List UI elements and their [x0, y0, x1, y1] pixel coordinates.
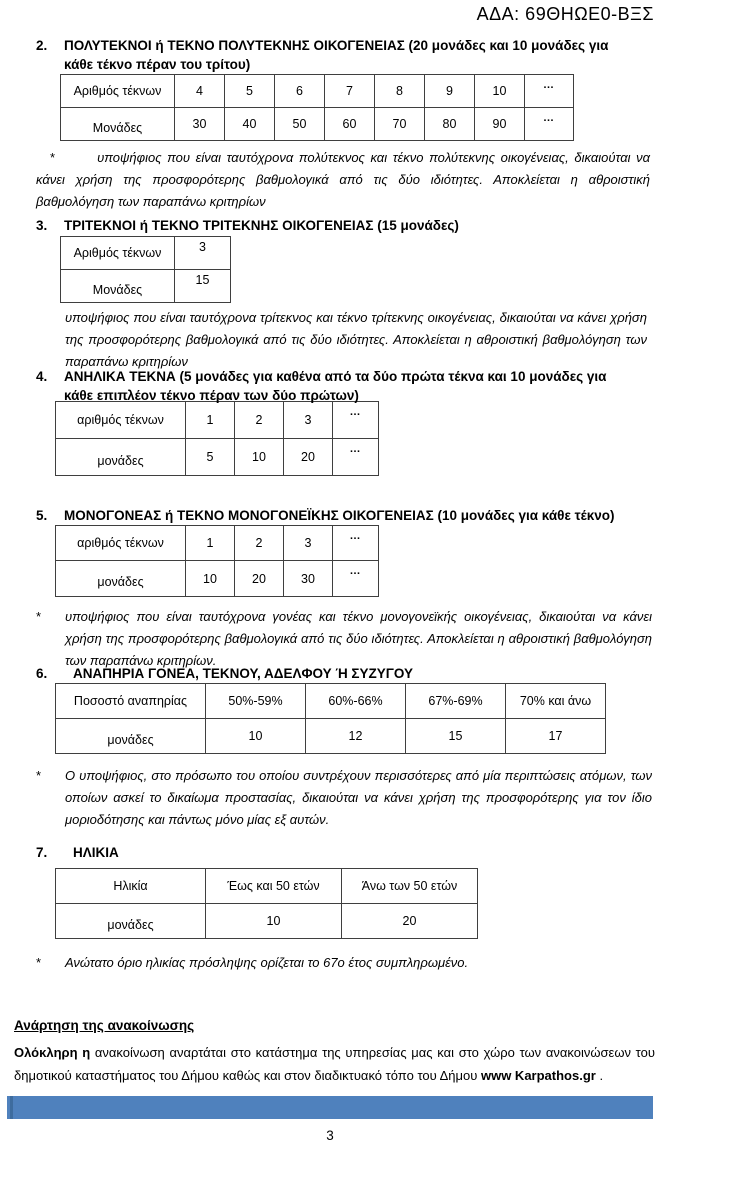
table-cell: μονάδες: [56, 561, 186, 597]
table-cell: 30: [175, 108, 225, 141]
accent-bar: [7, 1096, 653, 1119]
posting-tail: .: [595, 1068, 604, 1083]
table-cell: 15: [406, 719, 506, 754]
table-cell: 5: [225, 75, 275, 108]
table-row: [56, 869, 478, 904]
footnote-text: υποψήφιος που είναι ταυτόχρονα πολύτεκνος και τέκνο πολύτεκνης οικογένειας, δικαιούται να κάνει χρήση της προσφορότερης βαθμολογικά από τις δύο ιδιότητες. Αποκλείεται η αθροιστική βαθμολόγηση των παραπάνω κριτηρίων: [36, 150, 650, 209]
table-cell: 10: [235, 439, 284, 476]
table-cell: 20: [342, 904, 478, 939]
section-7-title: ΗΛΙΚΙΑ: [73, 845, 119, 860]
table-row: [56, 904, 478, 939]
table-cell: μονάδες: [56, 719, 206, 754]
table-row: [61, 270, 231, 303]
section-3-heading: [36, 216, 738, 235]
ada-code: ΑΔΑ: 69ΘΗΩΕ0-ΒΞΣ: [476, 4, 654, 24]
footnote-section-6: [36, 765, 652, 831]
table-row: [61, 108, 574, 141]
table-cell: 6: [275, 75, 325, 108]
table-cell: 12: [306, 719, 406, 754]
table-triteknoi: [60, 236, 231, 303]
section-5-number: 5.: [36, 508, 48, 523]
table-cell: 30: [284, 561, 333, 597]
section-4-number: 4.: [36, 369, 48, 384]
table-row: [56, 684, 606, 719]
table-cell: 17: [506, 719, 606, 754]
table-cell: 5: [186, 439, 235, 476]
footnote-section-7: [36, 952, 652, 974]
table-cell: 60: [325, 108, 375, 141]
table-row: [61, 237, 231, 270]
table-cell: 70: [375, 108, 425, 141]
table-row: [56, 439, 379, 476]
table-cell: 2: [235, 526, 284, 561]
table-row: [56, 526, 379, 561]
section-5-title: ΜΟΝΟΓΟΝΕΑΣ ή ΤΕΚΝΟ ΜΟΝΟΓΟΝΕΪΚΗΣ ΟΙΚΟΓΕΝΕΙΑΣ (10 μονάδες για κάθε τέκνο): [64, 508, 615, 523]
footnote-section-3: [65, 307, 647, 373]
table-cell: αριθμός τέκνων: [56, 526, 186, 561]
footnote-section-2: [36, 147, 650, 213]
ellipsis-cell: …: [333, 526, 379, 561]
table-cell: 2: [235, 402, 284, 439]
table-cell: Ποσοστό αναπηρίας: [56, 684, 206, 719]
table-cell: Μονάδες: [61, 270, 175, 303]
table-cell: 10: [186, 561, 235, 597]
ellipsis-cell: …: [525, 75, 574, 108]
table-cell: 9: [425, 75, 475, 108]
section-7-number: 7.: [36, 845, 48, 860]
table-cell: 3: [284, 526, 333, 561]
section-4-heading: [36, 367, 738, 405]
section-6-number: 6.: [36, 666, 48, 681]
table-cell: αριθμός τέκνων: [56, 402, 186, 439]
table-cell: 1: [186, 402, 235, 439]
table-cell: Έως και 50 ετών: [206, 869, 342, 904]
table-polyteknoi: [60, 74, 574, 141]
section-3-title: ΤΡΙΤΕΚΝΟΙ ή ΤΕΚΝΟ ΤΡΙΤΕΚΝΗΣ ΟΙΚΟΓΕΝΕΙΑΣ (15 μονάδες): [64, 218, 459, 233]
footnote-text: Ο υποψήφιος, στο πρόσωπο του οποίου συντρέχουν περισσότερες από μία περιπτώσεις ατόμων, των οποίων ασκεί το δικαίωμα προστασίας, δικαιούται να κάνει χρήση της προσφορότερης για τον ίδιο μοριοδότησης και πάντως μόνο μίας εξ αυτών.: [65, 768, 652, 827]
footnote-text: Ανώτατο όριο ηλικίας πρόσληψης ορίζεται το 67ο έτος συμπληρωμένο.: [65, 955, 469, 970]
table-cell: Αριθμός τέκνων: [61, 75, 175, 108]
table-cell: 90: [475, 108, 525, 141]
asterisk-marker: *: [36, 955, 42, 970]
footnote-text: υποψήφιος που είναι ταυτόχρονα τρίτεκνος και τέκνο τρίτεκνης οικογένειας, δικαιούται να κάνει χρήση της προσφορότερης βαθμολογικά από τις δύο ιδιότητες. Αποκλείεται η αθροιστική βαθμολόγηση των παραπάνω κριτηρίων: [65, 310, 647, 369]
section-4-title: ΑΝΗΛΙΚΑ ΤΕΚΝΑ (5 μονάδες για καθένα από τα δύο πρώτα τέκνα και 10 μονάδες για κάθε επιπλέον τέκνο πέραν των δύο πρώτων): [64, 369, 607, 403]
table-cell: 10: [206, 904, 342, 939]
table-cell: 7: [325, 75, 375, 108]
table-cell: μονάδες: [56, 439, 186, 476]
table-cell: 1: [186, 526, 235, 561]
table-anilika-tekna: [55, 401, 379, 476]
table-cell: 3: [284, 402, 333, 439]
site-url: www Karpathos.gr: [480, 1068, 596, 1083]
asterisk-marker: *: [36, 768, 42, 783]
table-cell: 10: [206, 719, 306, 754]
table-cell: 20: [284, 439, 333, 476]
table-cell: 20: [235, 561, 284, 597]
table-cell: Μονάδες: [61, 108, 175, 141]
table-cell: Άνω των 50 ετών: [342, 869, 478, 904]
footnote-section-5: [36, 606, 652, 672]
table-row: [56, 719, 606, 754]
table-cell: Αριθμός τέκνων: [61, 237, 175, 270]
table-cell: 60%-66%: [306, 684, 406, 719]
table-cell: 15: [175, 270, 231, 303]
table-cell: μονάδες: [56, 904, 206, 939]
ellipsis-cell: …: [333, 561, 379, 597]
section-2-number: 2.: [36, 38, 48, 53]
table-cell: 67%-69%: [406, 684, 506, 719]
section-3-number: 3.: [36, 218, 48, 233]
ellipsis-cell: …: [333, 402, 379, 439]
posting-bold-lead: Ολόκληρη η: [14, 1045, 91, 1060]
table-cell: 50%-59%: [206, 684, 306, 719]
posting-paragraph: [14, 1041, 655, 1087]
table-cell: 70% και άνω: [506, 684, 606, 719]
table-row: [56, 561, 379, 597]
accent-bar-edge: [10, 1096, 13, 1119]
footnote-text: υποψήφιος που είναι ταυτόχρονα γονέας και τέκνο μονογονεϊκής οικογένειας, δικαιούται να κάνει χρήση της προσφορότερης βαθμολογικά από τις δύο ιδιότητες. Αποκλείεται η αθροιστική βαθμολόγηση των παραπάνω κριτηρίων.: [65, 609, 652, 668]
section-2-title: ΠΟΛΥΤΕΚΝΟΙ ή ΤΕΚΝΟ ΠΟΛΥΤΕΚΝΗΣ ΟΙΚΟΓΕΝΕΙΑΣ (20 μονάδες και 10 μονάδες για κάθε τέκνο πέραν του τρίτου): [64, 38, 609, 72]
posting-body-text: ανακοίνωση αναρτάται στο κατάστημα της υπηρεσίας μας και στο χώρο των ανακοινώσεων του δημοτικού καταστήματος του Δήμου καθώς και στον διαδικτυακό τόπο του Δήμου: [14, 1045, 655, 1083]
ellipsis-cell: …: [525, 108, 574, 141]
table-cell: 8: [375, 75, 425, 108]
table-cell: 3: [175, 237, 231, 270]
posting-heading: Ανάρτηση της ανακοίνωσης: [14, 1018, 195, 1033]
table-cell: 80: [425, 108, 475, 141]
page-number: 3: [326, 1128, 334, 1143]
table-ilikia: [55, 868, 478, 939]
section-5-heading: [36, 506, 738, 525]
table-row: [61, 75, 574, 108]
asterisk-marker: *: [50, 150, 56, 165]
table-anapiria: [55, 683, 606, 754]
table-monogoneas: [55, 525, 379, 597]
table-row: [56, 402, 379, 439]
ellipsis-cell: …: [333, 439, 379, 476]
section-6-title: ΑΝΑΠΗΡΙΑ ΓΟΝΕΑ, ΤΕΚΝΟΥ, ΑΔΕΛΦΟΥ Ή ΣΥΖΥΓΟΥ: [73, 666, 414, 681]
table-cell: Ηλικία: [56, 869, 206, 904]
asterisk-marker: *: [36, 609, 42, 624]
section-2-heading: [36, 36, 738, 74]
section-7-heading: [36, 843, 738, 862]
table-cell: 40: [225, 108, 275, 141]
table-cell: 50: [275, 108, 325, 141]
table-cell: 4: [175, 75, 225, 108]
table-cell: 10: [475, 75, 525, 108]
